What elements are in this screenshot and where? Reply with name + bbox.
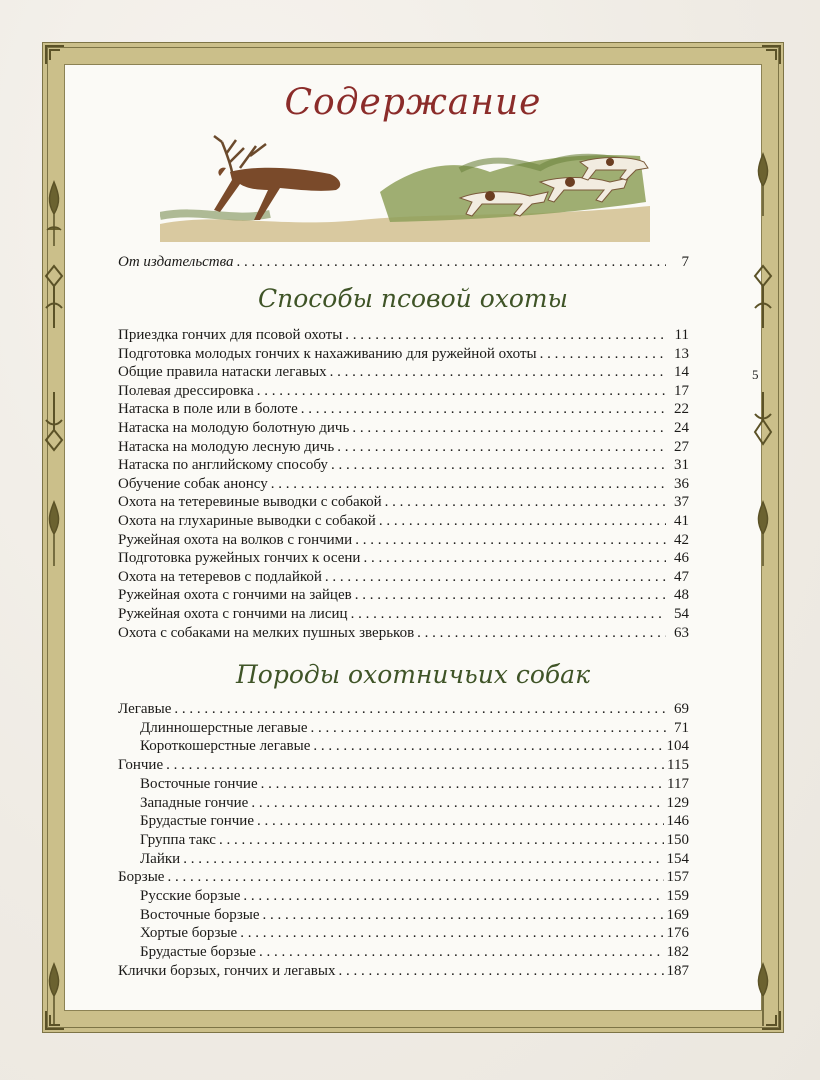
fleur-ornament-icon: [752, 960, 774, 1030]
toc-entry-label: Натаска на молодую лесную дичь: [118, 438, 335, 455]
toc-entry-page: 71: [674, 719, 689, 736]
toc-entry-label: Подготовка ружейных гончих к осени: [118, 550, 361, 567]
toc-entry-page: 31: [674, 457, 689, 474]
toc-entry-label: Приездка гончих для псовой охоты: [118, 327, 343, 343]
toc-entry-label: Клички борзых, гончих и легавых: [118, 962, 336, 979]
leader-dots: [313, 737, 663, 755]
leader-dots: [263, 906, 664, 924]
leader-dots: [352, 419, 666, 437]
toc-entry-page: 159: [666, 888, 689, 904]
leader-dots: [174, 700, 666, 718]
toc-entry[interactable]: [118, 419, 689, 437]
toc-entry-page: 14: [674, 364, 689, 381]
toc-entry[interactable]: [140, 737, 689, 755]
leader-dots: [271, 475, 666, 493]
toc-entry[interactable]: [118, 531, 689, 549]
toc-entry[interactable]: [118, 586, 689, 604]
toc-entry-page: 54: [674, 606, 689, 622]
leader-dots: [351, 605, 666, 623]
toc-entry-label: Подготовка молодых гончих к нахаживанию для ружейной охоты: [118, 345, 537, 362]
toc-entry-page: 154: [666, 850, 689, 867]
leader-dots: [259, 943, 664, 961]
toc-entry[interactable]: [118, 568, 689, 586]
toc-entry-page: 7: [681, 254, 689, 270]
leader-dots: [330, 363, 666, 381]
leader-dots: [240, 924, 663, 942]
toc-entry-page: 37: [674, 494, 689, 511]
toc-entry-label: Короткошерстные легавые: [140, 738, 311, 755]
toc-entry-page: 48: [674, 587, 689, 604]
leader-dots: [167, 868, 663, 886]
leader-dots: [345, 326, 666, 344]
toc-entry-page: 169: [666, 906, 689, 923]
toc-entry-page: 146: [666, 813, 689, 830]
page-number: 5: [752, 367, 759, 382]
toc-entry-page: 47: [674, 568, 689, 585]
toc-entry[interactable]: [118, 345, 689, 363]
toc-entry[interactable]: [140, 906, 689, 924]
toc-entry-label: Западные гончие: [140, 794, 249, 811]
toc-entry-label: Полевая дрессировка: [118, 382, 254, 399]
toc-entry-page: 129: [666, 794, 689, 811]
toc-entry-label: Ружейная охота с гончими на лисиц: [118, 606, 348, 622]
toc-entry[interactable]: [118, 605, 689, 623]
toc-entry[interactable]: [140, 794, 689, 812]
toc-entry[interactable]: [140, 775, 689, 793]
toc-entry-label: Общие правила натаски легавых: [118, 364, 327, 381]
toc-entry-label: Легавые: [118, 701, 172, 717]
leader-dots: [257, 812, 664, 830]
toc-intro-entry[interactable]: [118, 253, 689, 271]
knot-ornament-icon: [752, 390, 774, 460]
fleur-ornament-icon: [752, 500, 774, 570]
toc-entry-page: 13: [674, 345, 689, 362]
toc-entry[interactable]: [118, 493, 689, 511]
toc-entry-label: Ружейная охота на волков с гончими: [118, 531, 353, 548]
toc-entry[interactable]: [140, 887, 689, 905]
toc-entry[interactable]: [140, 812, 689, 830]
toc-entry-page: 115: [667, 757, 689, 774]
toc-entry-page: 27: [674, 438, 689, 455]
toc-entry-label: Восточные борзые: [140, 906, 260, 923]
corner-ornament-icon: [760, 44, 782, 66]
toc-entry[interactable]: [140, 719, 689, 737]
toc-entry-label: Натаска по английскому способу: [118, 457, 328, 474]
toc-entry[interactable]: [118, 700, 689, 718]
toc-entry-label: Группа такс: [140, 831, 216, 848]
toc-entry[interactable]: [118, 512, 689, 530]
knot-ornament-icon: [43, 262, 65, 332]
toc-entry-page: 176: [666, 925, 689, 942]
section-title-hunting-methods: Способы псовой охоты: [258, 284, 568, 313]
toc-entry[interactable]: [118, 868, 689, 886]
toc-entry-page: 24: [674, 420, 689, 436]
leader-dots: [243, 887, 663, 905]
hunting-scene-illustration: [160, 132, 650, 242]
toc-entry-page: 36: [674, 475, 689, 492]
toc-entry[interactable]: [118, 363, 689, 381]
toc-entry[interactable]: [118, 756, 689, 774]
toc-entry-page: 11: [674, 327, 689, 343]
leader-dots: [337, 438, 666, 456]
leader-dots: [338, 962, 663, 980]
toc-entry[interactable]: [118, 382, 689, 400]
toc-entry-page: 69: [674, 701, 689, 717]
toc-entry-page: 104: [666, 738, 689, 755]
leader-dots: [251, 794, 663, 812]
leader-dots: [325, 568, 666, 586]
leader-dots: [363, 549, 666, 567]
toc-entry[interactable]: [118, 624, 689, 642]
toc-entry-page: 22: [674, 401, 689, 418]
leader-dots: [355, 531, 666, 549]
toc-entry-page: 63: [674, 624, 689, 641]
toc-entry-label: Русские борзые: [140, 888, 241, 904]
toc-entry-label: Длинношерстные легавые: [140, 719, 308, 736]
toc-entry-page: 150: [666, 831, 689, 848]
leader-dots: [417, 624, 666, 642]
leader-dots: [261, 775, 664, 793]
fleur-ornament-icon: [43, 180, 65, 250]
toc-entry-label: Натаска в поле или в болоте: [118, 401, 298, 418]
leader-dots: [219, 831, 664, 849]
leader-dots: [311, 719, 666, 737]
toc-entry[interactable]: [118, 326, 689, 344]
toc-entry[interactable]: [118, 549, 689, 567]
toc-entry[interactable]: [118, 438, 689, 456]
toc-entry-page: 17: [674, 382, 689, 399]
corner-ornament-icon: [44, 44, 66, 66]
section-title-dog-breeds: Породы охотничьих собак: [236, 660, 590, 689]
toc-entry[interactable]: [140, 924, 689, 942]
toc-entry-label: Охота на тетеревов с подлайкой: [118, 568, 322, 585]
page-title: Содержание: [284, 82, 542, 123]
toc-entry-label: Гончие: [118, 757, 164, 774]
toc-entry-label: Охота с собаками на мелких пушных зверьков: [118, 624, 415, 641]
fleur-ornament-icon: [43, 390, 65, 460]
toc-entry-label: Ружейная охота с гончими на зайцев: [118, 587, 352, 604]
toc-entry-page: 42: [674, 531, 689, 548]
leader-dots: [301, 400, 666, 418]
toc-entry[interactable]: [140, 850, 689, 868]
toc-entry[interactable]: [118, 400, 689, 418]
toc-entry-label: Брудастые гончие: [140, 813, 254, 830]
leader-dots: [540, 345, 666, 363]
leader-dots: [385, 493, 666, 511]
toc-entry-page: 187: [666, 962, 689, 979]
leader-dots: [237, 253, 666, 271]
leader-dots: [379, 512, 666, 530]
leader-dots: [257, 382, 666, 400]
toc-entry-label: Борзые: [118, 869, 165, 886]
toc-entry[interactable]: [118, 475, 689, 493]
toc-entry-label: От издательства: [118, 254, 234, 270]
leader-dots: [166, 756, 664, 774]
fleur-ornament-icon: [43, 500, 65, 570]
toc-entry-page: 41: [674, 513, 689, 529]
toc-entry[interactable]: [140, 831, 689, 849]
toc-entry[interactable]: [140, 943, 689, 961]
toc-entry-page: 117: [667, 775, 689, 792]
toc-entry-label: Охота на глухариные выводки с собакой: [118, 513, 376, 529]
toc-entry-label: Хортые борзые: [140, 925, 238, 942]
toc-entry-label: Восточные гончие: [140, 775, 258, 792]
leader-dots: [331, 456, 666, 474]
toc-entry-label: Лайки: [140, 850, 181, 867]
toc-entry-label: Охота на тетеревиные выводки с собакой: [118, 494, 382, 511]
toc-entry[interactable]: [118, 962, 689, 980]
toc-entry-page: 182: [666, 944, 689, 961]
leader-dots: [183, 850, 663, 868]
toc-entry-label: Брудастые борзые: [140, 944, 256, 961]
toc-entry-label: Обучение собак анонсу: [118, 475, 268, 492]
toc-entry-label: Натаска на молодую болотную дичь: [118, 420, 350, 436]
fleur-ornament-icon: [752, 150, 774, 220]
toc-entry-page: 46: [674, 550, 689, 567]
fleur-ornament-icon: [43, 960, 65, 1030]
toc-entry-page: 157: [666, 869, 689, 886]
leader-dots: [355, 586, 666, 604]
toc-entry[interactable]: [118, 456, 689, 474]
